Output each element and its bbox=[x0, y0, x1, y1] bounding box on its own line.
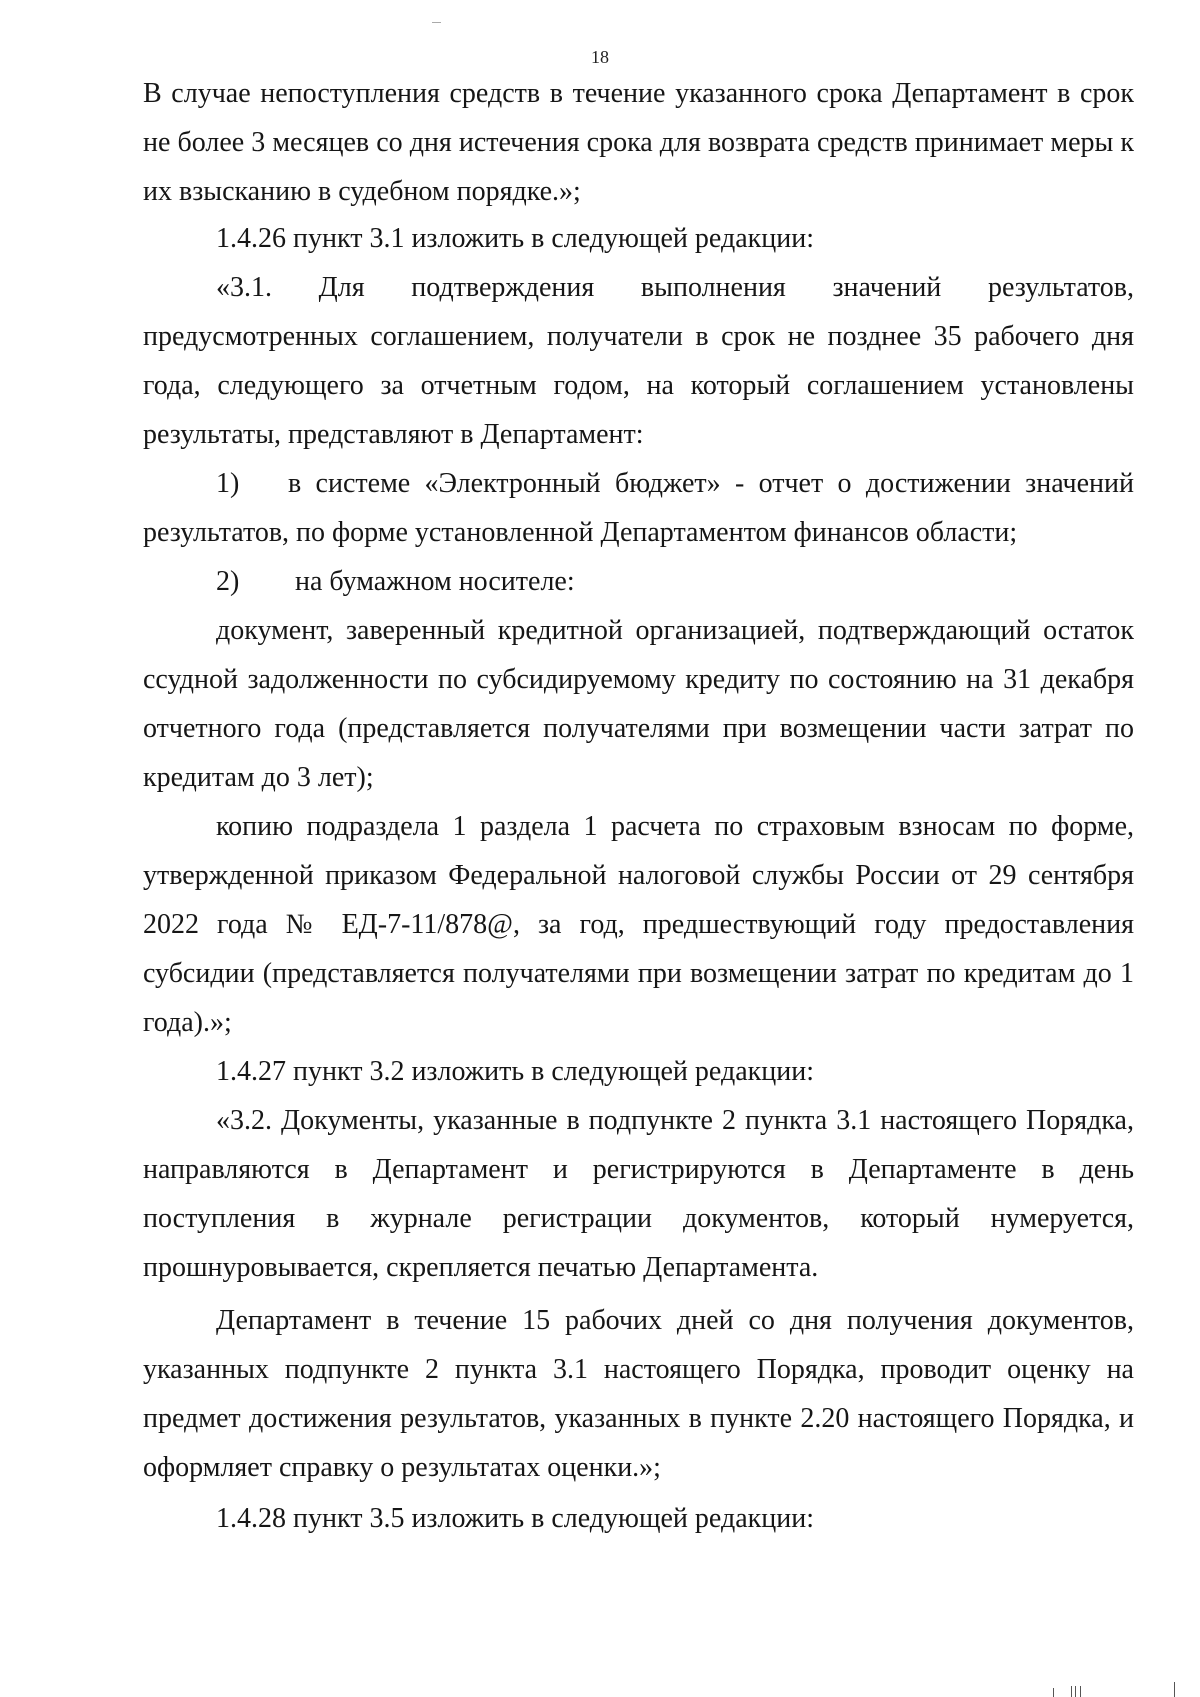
paragraph-amendment-1-4-27: 1.4.27 пункт 3.2 изложить в следующей редакции: bbox=[216, 1056, 814, 1087]
paragraph-amendment-1-4-26: 1.4.26 пункт 3.1 изложить в следующей редакции: bbox=[216, 223, 814, 254]
document-body bbox=[143, 69, 1134, 1543]
scan-mark-bottom-3 bbox=[1075, 1686, 1076, 1697]
paragraph-clause-3-2: «3.2. Документы, указанные в подпункте 2 пункта 3.1 настоящего Порядка, направляются в Департамент и регистрируются в Департаменте в день поступления в журнале регистрации документов, который нумеруется, прошнуровывается, скрепляется печатью Департамента. bbox=[143, 1105, 1134, 1283]
list-item-2-number: 2) bbox=[216, 566, 240, 597]
list-item-1-number: 1) bbox=[216, 468, 240, 499]
list-item-2 bbox=[143, 557, 1134, 606]
scan-mark-bottom-5 bbox=[1174, 1682, 1175, 1697]
scan-mark-bottom-2 bbox=[1071, 1686, 1072, 1697]
page-number: 18 bbox=[591, 47, 609, 67]
list-item-1-text: в системе «Электронный бюджет» - отчет о достижении значений результатов, по форме установленной Департаментом финансов области; bbox=[143, 468, 1134, 548]
list-item-1 bbox=[143, 459, 1134, 557]
paragraph-insurance-copy: копию подраздела 1 раздела 1 расчета по страховым взносам по форме, утвержденной приказом Федеральной налоговой службы России от 29 сентября 2022 года № ЕД-7-11/878@, за год, предшествующий году предоставления субсидии (представляется получателями при возмещении затрат по кредитам до 1 года).»; bbox=[143, 811, 1134, 1038]
list-item-2-text: на бумажном носителе: bbox=[295, 566, 575, 597]
scan-mark-bottom-1 bbox=[1053, 1688, 1054, 1697]
scan-mark-bottom-4 bbox=[1080, 1686, 1081, 1697]
paragraph-amendment-1-4-28: 1.4.28 пункт 3.5 изложить в следующей редакции: bbox=[216, 1503, 814, 1534]
paragraph-clause-3-1: «3.1. Для подтверждения выполнения значений результатов, предусмотренных соглашением, получатели в срок не позднее 35 рабочего дня года, следующего за отчетным годом, на который соглашением установлены результаты, представляют в Департамент: bbox=[143, 272, 1134, 450]
scan-mark-top bbox=[432, 22, 441, 23]
paragraph-fund-recovery: В случае непоступления средств в течение указанного срока Департамент в срок не более 3 месяцев со дня истечения срока для возврата средств принимает меры к их взысканию в судебном порядке.»; bbox=[143, 78, 1134, 207]
paragraph-assessment: Департамент в течение 15 рабочих дней со дня получения документов, указанных подпункте 2 пункта 3.1 настоящего Порядка, проводит оценку на предмет достижения результатов, указанных в пункте 2.20 настоящего Порядка, и оформляет справку о результатах оценки.»; bbox=[143, 1305, 1134, 1483]
paragraph-credit-document: документ, заверенный кредитной организацией, подтверждающий остаток ссудной задолженности по субсидируемому кредиту по состоянию на 31 декабря отчетного года (представляется получателями при возмещении части затрат по кредитам до 3 лет); bbox=[143, 615, 1134, 793]
